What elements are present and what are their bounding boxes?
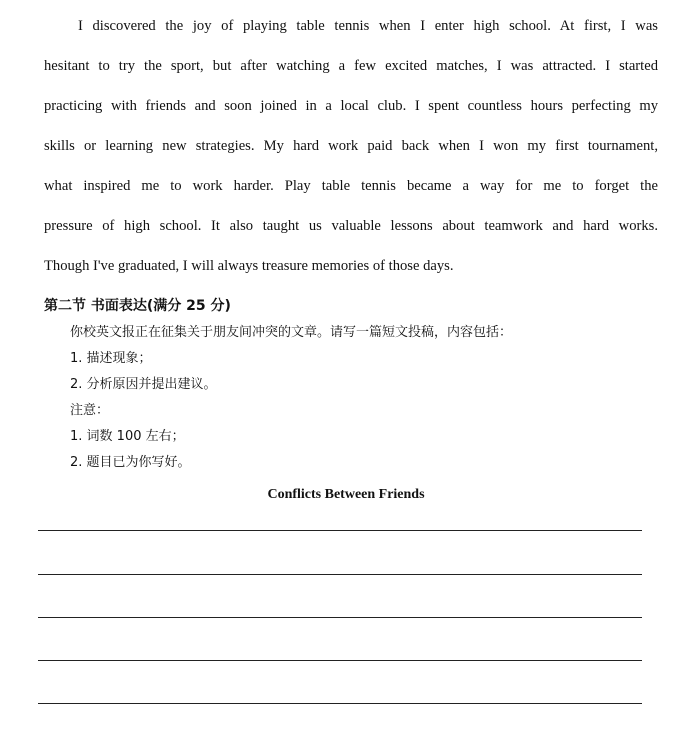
note-item: 2. 题目已为你写好。 (70, 455, 191, 470)
writing-line[interactable] (38, 617, 642, 618)
reading-passage (44, 12, 658, 292)
writing-line[interactable] (38, 574, 642, 575)
task-item: 2. 分析原因并提出建议。 (70, 377, 217, 392)
task-prompt: 你校英文报正在征集关于朋友间冲突的文章。请写一篇短文投稿，内容包括： (70, 325, 513, 340)
essay-title: Conflicts Between Friends (267, 487, 425, 502)
writing-section (44, 293, 658, 477)
passage-line: hesitant to try the sport, but after watching a few excited matches, I was attracted. I started (44, 58, 658, 74)
passage-line: what inspired me to work harder. Play table tennis became a way for me to forget the (44, 178, 658, 194)
writing-line[interactable] (38, 530, 642, 531)
passage-line: Though I've graduated, I will always treasure memories of those days. (44, 258, 454, 274)
writing-line[interactable] (38, 660, 642, 661)
passage-line: pressure of high school. It also taught us valuable lessons about teamwork and hard works. (44, 218, 658, 234)
passage-line: practicing with friends and soon joined in a local club. I spent countless hours perfecting my (44, 98, 658, 114)
task-item: 1. 描述现象； (70, 351, 152, 366)
passage-line: skills or learning new strategies. My hard work paid back when I won my first tournament, (44, 138, 658, 154)
writing-line[interactable] (38, 703, 642, 704)
note-item: 1. 词数 100 左右； (70, 429, 185, 444)
passage-line: I discovered the joy of playing table tennis when I enter high school. At first, I was (78, 18, 658, 34)
note-label: 注意： (70, 403, 110, 418)
section-title: 第二节 书面表达(满分 25 分) (44, 298, 231, 314)
